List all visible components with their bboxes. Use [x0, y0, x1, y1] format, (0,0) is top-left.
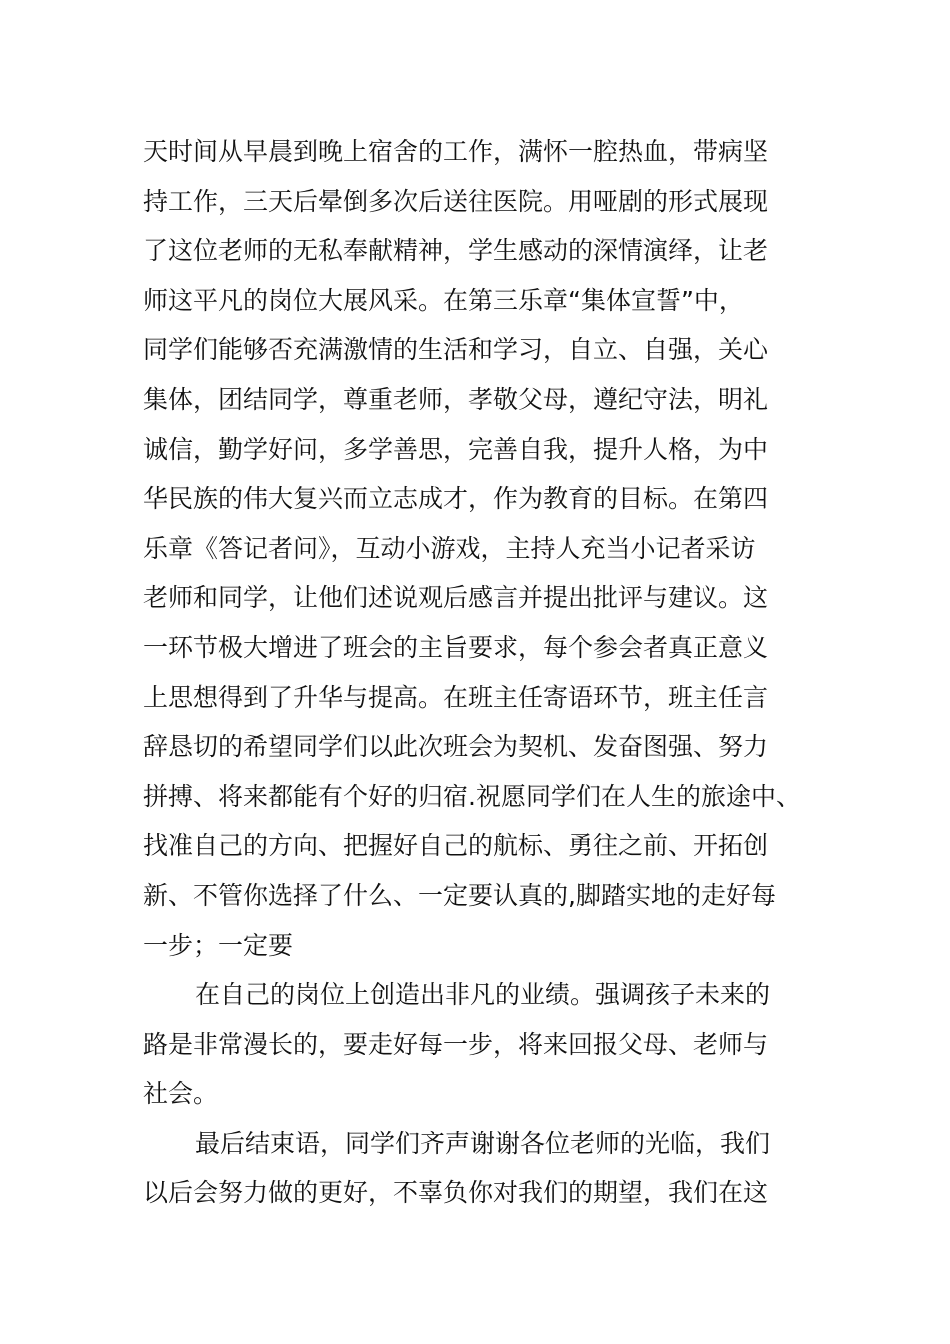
text-line: 上思想得到了升华与提高。在班主任寄语环节，班主任言: [143, 682, 769, 712]
text-line: 诚信，勤学好问，多学善思，完善自我，提升人格，为中: [143, 434, 769, 464]
text-line: 新、不管你选择了什么、一定要认真的,脚踏实地的走好每: [143, 880, 776, 910]
paragraph-first-line: 最后结束语，同学们齐声谢谢各位老师的光临，我们: [195, 1128, 771, 1158]
text-line: 找准自己的方向、把握好自己的航标、勇往之前、开拓创: [143, 831, 769, 861]
text-line: 师这平凡的岗位大展风采。在第三乐章“集体宣誓”中，: [143, 285, 744, 315]
text-line: 以后会努力做的更好，不辜负你对我们的期望，我们在这: [143, 1178, 769, 1208]
text-line: 持工作，三天后晕倒多次后送往医院。用哑剧的形式展现: [143, 186, 769, 216]
text-line: 社会。: [143, 1079, 219, 1109]
text-line: 拼搏、将来都能有个好的归宿.祝愿同学们在人生的旅途中、: [143, 781, 801, 811]
text-line: 路是非常漫长的，要走好每一步，将来回报父母、老师与: [143, 1029, 769, 1059]
text-line: 一环节极大增进了班会的主旨要求，每个参会者真正意义: [143, 632, 769, 662]
text-line: 了这位老师的无私奉献精神，学生感动的深情演绎，让老: [143, 236, 769, 266]
text-line: 辞恳切的希望同学们以此次班会为契机、发奋图强、努力: [143, 732, 769, 762]
text-line: 乐章《答记者问》，互动小游戏，主持人充当小记者采访: [143, 533, 756, 563]
text-line: 华民族的伟大复兴而立志成才，作为教育的目标。在第四: [143, 484, 769, 514]
text-line: 老师和同学，让他们述说观后感言并提出批评与建议。这: [143, 583, 769, 613]
body-text: [143, 127, 808, 1218]
text-line: 集体，团结同学，尊重老师，孝敬父母，遵纪守法，明礼: [143, 384, 769, 414]
text-line: 一步；一定要: [143, 930, 294, 960]
paragraph-first-line: 在自己的岗位上创造出非凡的业绩。强调孩子未来的: [195, 980, 771, 1010]
text-line: 天时间从早晨到晚上宿舍的工作，满怀一腔热血，带病坚: [143, 137, 769, 166]
text-line: 同学们能够否充满激情的生活和学习，自立、自强，关心: [143, 335, 769, 365]
